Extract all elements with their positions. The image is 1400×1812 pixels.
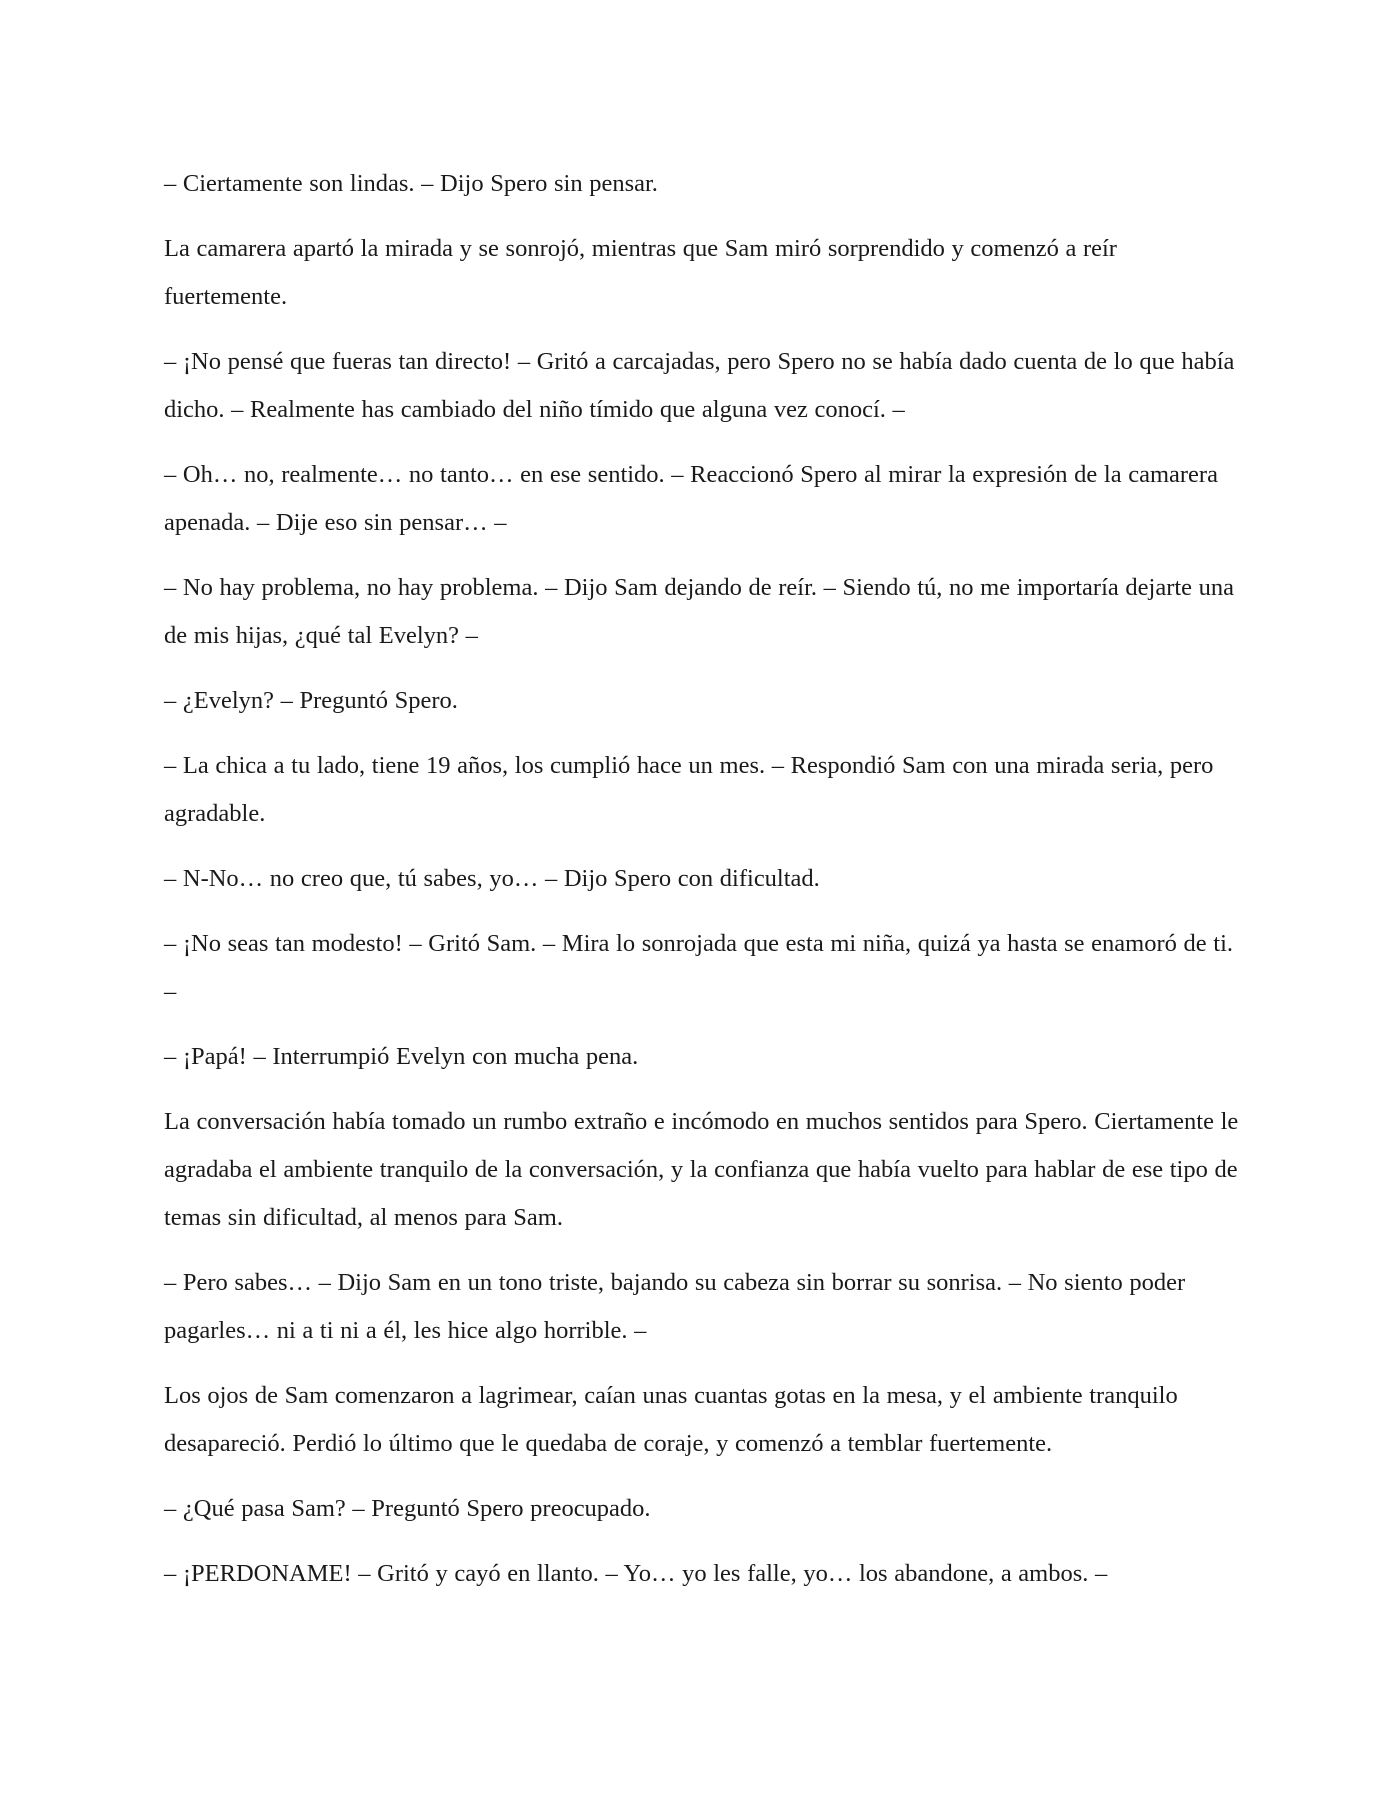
paragraph: La conversación había tomado un rumbo extraño e incómodo en muchos sentidos para Spero. Ciertamente le agradaba el ambiente tranquilo de la conversación, y la confianza que había vuelto para hablar de ese tipo de temas sin dificultad, al menos para Sam.: [164, 1108, 1239, 1231]
paragraph: – ¡Papá! – Interrumpió Evelyn con mucha pena.: [164, 1043, 639, 1070]
paragraph: Los ojos de Sam comenzaron a lagrimear, caían unas cuantas gotas en la mesa, y el ambiente tranquilo desapareció. Perdió lo último que le quedaba de coraje, y comenzó a temblar fuertemente.: [164, 1382, 1178, 1457]
paragraph: – No hay problema, no hay problema. – Dijo Sam dejando de reír. – Siendo tú, no me importaría dejarte una de mis hijas, ¿qué tal Evelyn? –: [164, 574, 1235, 649]
document-body: [164, 160, 1240, 1615]
paragraph: – ¡No pensé que fueras tan directo! – Gritó a carcajadas, pero Spero no se había dado cuenta de lo que había dicho. – Realmente has cambiado del niño tímido que alguna vez conocí. –: [164, 348, 1235, 423]
paragraph: – Pero sabes… – Dijo Sam en un tono triste, bajando su cabeza sin borrar su sonrisa. – No siento poder pagarles… ni a ti ni a él, les hice algo horrible. –: [164, 1269, 1186, 1344]
paragraph: – ¿Qué pasa Sam? – Preguntó Spero preocupado.: [164, 1495, 651, 1522]
paragraph: – N-No… no creo que, tú sabes, yo… – Dijo Spero con dificultad.: [164, 865, 820, 892]
paragraph: – Oh… no, realmente… no tanto… en ese sentido. – Reaccionó Spero al mirar la expresión de la camarera apenada. – Dije eso sin pensar… –: [164, 461, 1218, 536]
paragraph: – La chica a tu lado, tiene 19 años, los cumplió hace un mes. – Respondió Sam con una mirada seria, pero agradable.: [164, 752, 1214, 827]
paragraph: – ¿Evelyn? – Preguntó Spero.: [164, 687, 458, 714]
paragraph: – ¡PERDONAME! – Gritó y cayó en llanto. – Yo… yo les falle, yo… los abandone, a ambos. –: [164, 1560, 1108, 1587]
paragraph: – Ciertamente son lindas. – Dijo Spero sin pensar.: [164, 170, 658, 197]
paragraph: – ¡No seas tan modesto! – Gritó Sam. – Mira lo sonrojada que esta mi niña, quizá ya hasta se enamoró de ti. –: [164, 930, 1233, 1005]
paragraph: La camarera apartó la mirada y se sonrojó, mientras que Sam miró sorprendido y comenzó a reír fuertemente.: [164, 235, 1117, 310]
